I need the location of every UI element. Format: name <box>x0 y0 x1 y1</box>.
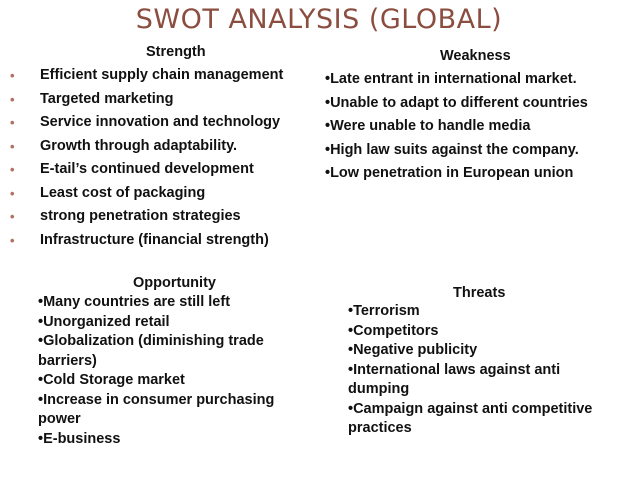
weakness-block <box>325 68 588 186</box>
opportunity-heading: Opportunity <box>133 275 216 291</box>
opportunity-line: •Unorganized retail <box>38 313 170 330</box>
weakness-line: •Were unable to handle media <box>325 118 531 134</box>
weakness-line: •High law suits against the company. <box>325 141 579 158</box>
bullet-icon: • <box>10 115 15 130</box>
strength-heading: Strength <box>146 44 206 60</box>
opportunity-line: •Increase in consumer purchasing <box>38 391 275 408</box>
strength-item: • Targeted marketing <box>10 88 283 112</box>
bullet-icon: • <box>10 209 15 224</box>
strength-item: • Service innovation and technology <box>10 111 283 135</box>
threats-line: •Negative publicity <box>348 342 478 358</box>
bullet-icon: • <box>10 91 15 107</box>
bullet-icon: • <box>10 68 15 83</box>
threats-block <box>348 302 592 439</box>
opportunity-line: •Cold Storage market <box>38 372 185 388</box>
strength-item: • E-tail’s continued development <box>10 158 283 182</box>
threats-line: •International laws against anti <box>348 361 561 378</box>
bullet-icon: • <box>10 162 15 177</box>
weakness-heading: Weakness <box>440 48 511 64</box>
strength-item: • strong penetration strategies <box>10 205 283 229</box>
weakness-line: •Late entrant in international market. <box>325 71 577 87</box>
strength-list <box>10 64 283 252</box>
bullet-icon: • <box>10 185 15 201</box>
threats-line: •Terrorism <box>348 303 420 319</box>
bullet-icon: • <box>10 138 15 154</box>
threats-line: •Competitors <box>348 322 439 339</box>
strength-item: • Least cost of packaging <box>10 182 283 206</box>
threats-line: •Campaign against anti competitive <box>348 400 593 417</box>
threats-line: practices <box>348 420 412 436</box>
strength-item: • Infrastructure (financial strength) <box>10 229 283 253</box>
strength-item: • Growth through adaptability. <box>10 135 283 159</box>
weakness-line: •Unable to adapt to different countries <box>325 94 588 111</box>
opportunity-block <box>38 293 274 449</box>
opportunity-line: •E-business <box>38 430 121 447</box>
opportunity-line: barriers) <box>38 352 97 369</box>
weakness-line: •Low penetration in European union <box>325 165 574 181</box>
opportunity-line: power <box>38 411 81 427</box>
threats-line: dumping <box>348 381 410 397</box>
page-title: SWOT ANALYSIS (GLOBAL) <box>135 4 503 35</box>
strength-item: • Efficient supply chain management <box>10 64 283 88</box>
opportunity-line: •Globalization (diminishing trade <box>38 333 264 349</box>
opportunity-line: •Many countries are still left <box>38 294 231 310</box>
bullet-icon: • <box>10 232 15 248</box>
threats-heading: Threats <box>453 285 506 301</box>
